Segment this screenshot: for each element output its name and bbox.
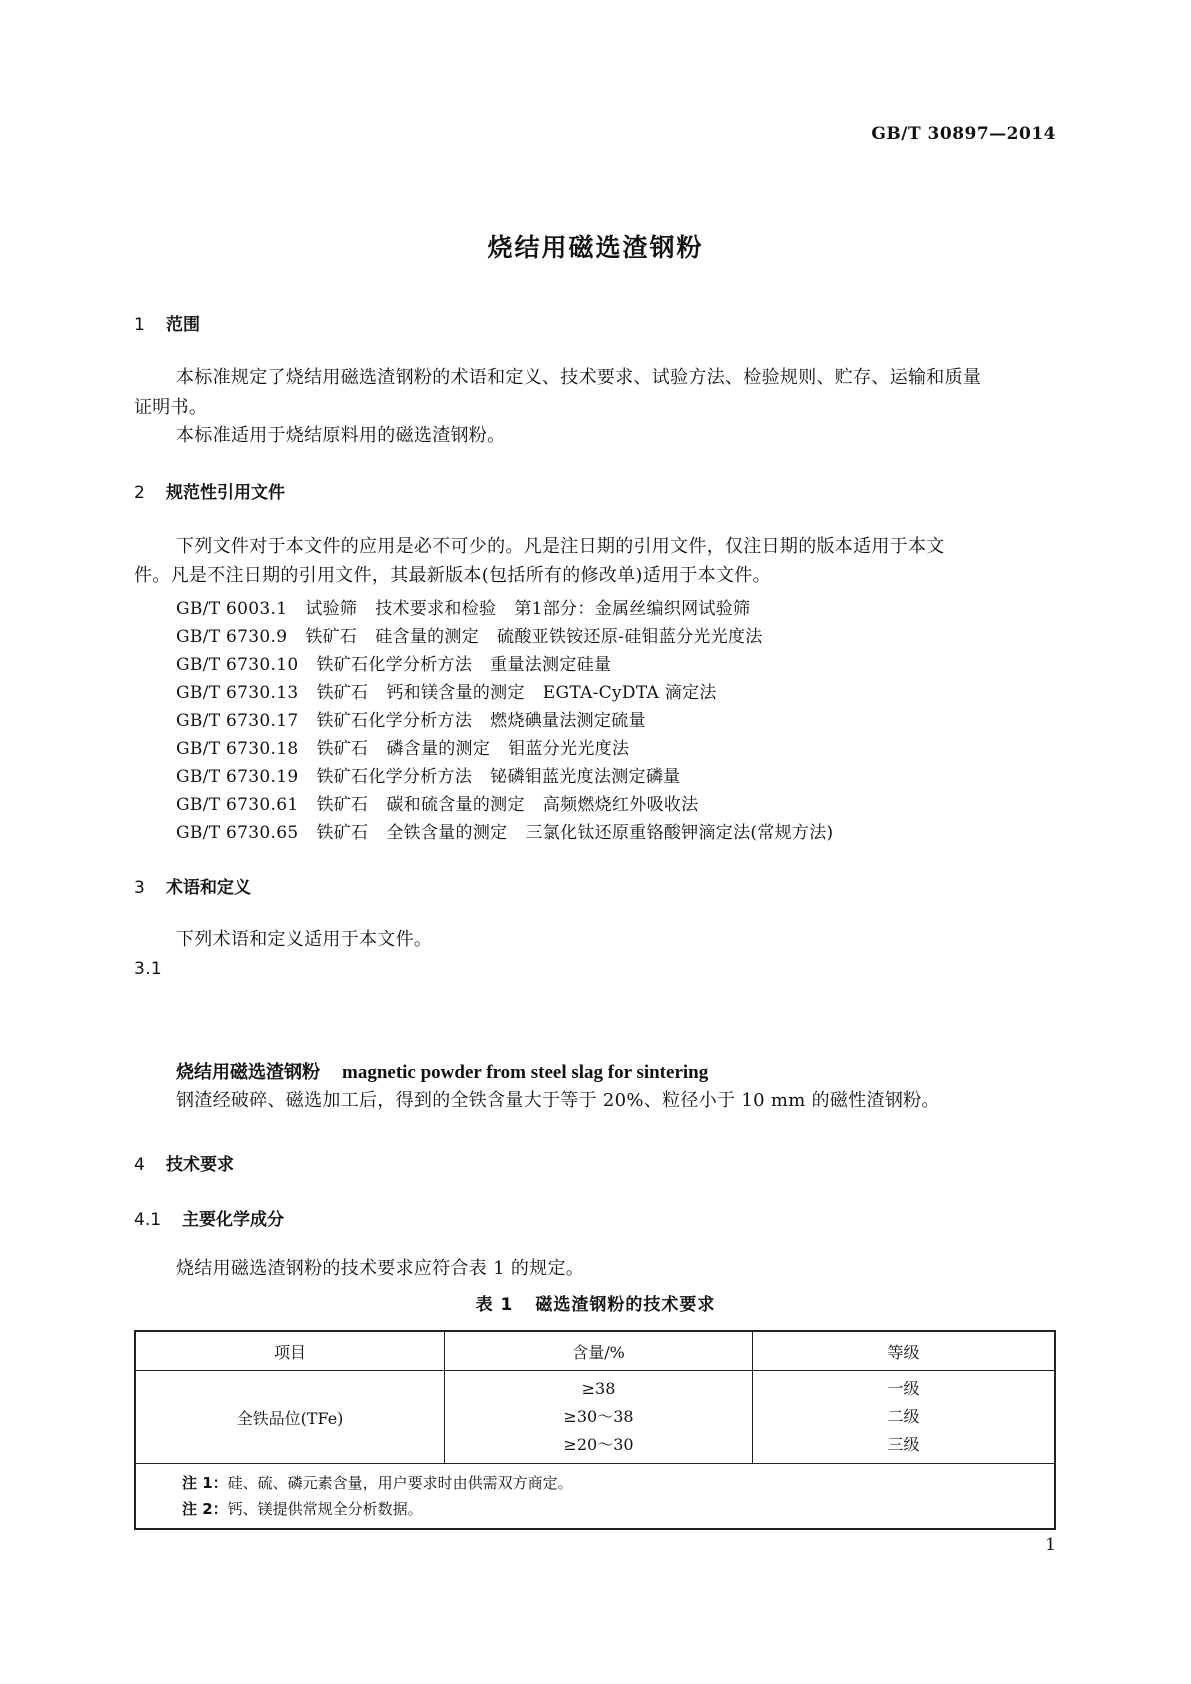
table-caption: [0, 1290, 1191, 1315]
paragraph: 件。凡是不注日期的引用文件，其最新版本(包括所有的修改单)适用于本文件。: [134, 565, 771, 586]
reference-part: 三氯化钛还原重铬酸钾滴定法(常规方法): [525, 823, 834, 843]
term-number: 3.1: [134, 959, 162, 979]
reference-part: 铁矿石: [316, 795, 369, 815]
reference-part: 试验筛: [305, 599, 358, 619]
reference-part: EGTA-CyDTA 滴定法: [542, 683, 717, 703]
note-text: 硅、硫、磷元素含量，用户要求时由供需双方商定。: [227, 1474, 573, 1492]
reference-part: 全铁含量的测定: [386, 823, 508, 843]
document-title: 烧结用磁选渣钢粉: [487, 233, 704, 262]
grade-value: 三级: [887, 1435, 920, 1454]
reference-part: 技术要求和检验: [375, 599, 497, 619]
section-number: 4: [134, 1155, 145, 1175]
section-number: 2: [134, 483, 145, 503]
section-4-1-heading: [134, 1205, 284, 1230]
reference-item: [176, 762, 698, 787]
paragraph: 烧结用磁选渣钢粉的技术要求应符合表 1 的规定。: [176, 1258, 585, 1279]
term-chinese: 烧结用磁选渣钢粉: [176, 1062, 320, 1083]
reference-part: 磷含量的测定: [386, 739, 491, 759]
reference-item: [176, 594, 768, 619]
term-english: magnetic powder from steel slag for sintering: [342, 1062, 709, 1083]
table-row: [135, 1371, 1055, 1464]
reference-item: [176, 650, 629, 675]
reference-part: 钼蓝分光光度法: [508, 739, 630, 759]
section-1-heading: [134, 310, 200, 335]
reference-code: GB/T 6730.10: [176, 655, 299, 675]
reference-part: 硫酸亚铁铵还原-硅钼蓝分光光度法: [497, 627, 763, 647]
reference-part: 铁矿石: [316, 823, 369, 843]
table-note: [182, 1470, 1054, 1496]
reference-item: [176, 622, 781, 647]
reference-part: 铁矿石: [316, 683, 369, 703]
cell-grades: [753, 1371, 1056, 1464]
table-notes: [135, 1464, 1055, 1530]
section-title: 技术要求: [166, 1155, 234, 1175]
paragraph: 下列文件对于本文件的应用是必不可少的。凡是注日期的引用文件，仅注日期的版本适用于本文: [176, 536, 945, 557]
cell-item: 全铁品位(TFe): [135, 1371, 445, 1464]
content-value: ≥20～30: [563, 1435, 634, 1454]
note-label: 注 1：: [182, 1474, 228, 1492]
standard-number: GB/T 30897—2014: [871, 124, 1056, 144]
table-notes-row: [135, 1464, 1055, 1530]
grade-value: 二级: [887, 1407, 920, 1426]
term-definition: 钢渣经破碎、磁选加工后，得到的全铁含量大于等于 20%、粒径小于 10 mm 的磁性渣钢粉。: [176, 1090, 940, 1111]
reference-code: GB/T 6730.65: [176, 823, 299, 843]
section-title: 范围: [166, 315, 200, 335]
reference-item: [176, 678, 735, 703]
cell-contents: [445, 1371, 753, 1464]
reference-part: 铁矿石: [316, 739, 369, 759]
reference-part: 钙和镁含量的测定: [386, 683, 525, 703]
header-item: 项目: [135, 1331, 445, 1371]
reference-item: [176, 706, 664, 731]
content-value: ≥30～38: [563, 1407, 634, 1426]
reference-code: GB/T 6003.1: [176, 599, 288, 619]
paragraph: 下列术语和定义适用于本文件。: [176, 929, 433, 950]
header-content: 含量/%: [445, 1331, 753, 1371]
section-number: 1: [134, 315, 145, 335]
section-3-heading: [134, 873, 251, 898]
note-label: 注 2：: [182, 1500, 228, 1518]
reference-item: [176, 790, 716, 815]
reference-code: GB/T 6730.13: [176, 683, 299, 703]
reference-part: 重量法测定硅量: [490, 655, 612, 675]
term-entry: [176, 1058, 708, 1084]
reference-item: [176, 734, 647, 759]
grade-value: 一级: [887, 1379, 920, 1398]
reference-item: [176, 818, 851, 843]
table-number: 表 1: [475, 1295, 514, 1315]
header-grade: 等级: [753, 1331, 1056, 1371]
reference-part: 硅含量的测定: [375, 627, 480, 647]
reference-code: GB/T 6730.61: [176, 795, 299, 815]
table-note: [182, 1496, 1054, 1522]
paragraph: 证明书。: [134, 397, 208, 418]
reference-part: 高频燃烧红外吸收法: [542, 795, 699, 815]
reference-part: 燃烧碘量法测定硫量: [490, 711, 646, 731]
reference-part: 铋磷钼蓝光度法测定磷量: [490, 767, 681, 787]
reference-part: 铁矿石化学分析方法: [316, 767, 473, 787]
reference-code: GB/T 6730.18: [176, 739, 299, 759]
table-header-row: [135, 1331, 1055, 1371]
note-text: 钙、镁提供常规全分析数据。: [227, 1500, 423, 1518]
section-title: 主要化学成分: [182, 1210, 284, 1230]
section-4-heading: [134, 1150, 234, 1175]
section-title: 规范性引用文件: [166, 483, 285, 503]
paragraph: 本标准适用于烧结原料用的磁选渣钢粉。: [176, 425, 506, 446]
reference-part: 第1部分：金属丝编织网试验筛: [514, 599, 751, 619]
reference-code: GB/T 6730.9: [176, 627, 288, 647]
reference-part: 铁矿石: [305, 627, 358, 647]
reference-part: 碳和硫含量的测定: [386, 795, 525, 815]
page-number: 1: [1045, 1535, 1056, 1555]
section-title: 术语和定义: [166, 878, 251, 898]
reference-code: GB/T 6730.17: [176, 711, 299, 731]
content-value: ≥38: [581, 1379, 616, 1398]
reference-code: GB/T 6730.19: [176, 767, 299, 787]
reference-part: 铁矿石化学分析方法: [316, 655, 473, 675]
section-2-heading: [134, 478, 285, 503]
reference-part: 铁矿石化学分析方法: [316, 711, 473, 731]
paragraph: 本标准规定了烧结用磁选渣钢粉的术语和定义、技术要求、试验方法、检验规则、贮存、运输和质量: [176, 367, 982, 388]
section-number: 3: [134, 878, 145, 898]
table-title: 磁选渣钢粉的技术要求: [535, 1295, 716, 1315]
technical-requirements-table: [134, 1330, 1056, 1530]
section-number: 4.1: [134, 1210, 162, 1230]
